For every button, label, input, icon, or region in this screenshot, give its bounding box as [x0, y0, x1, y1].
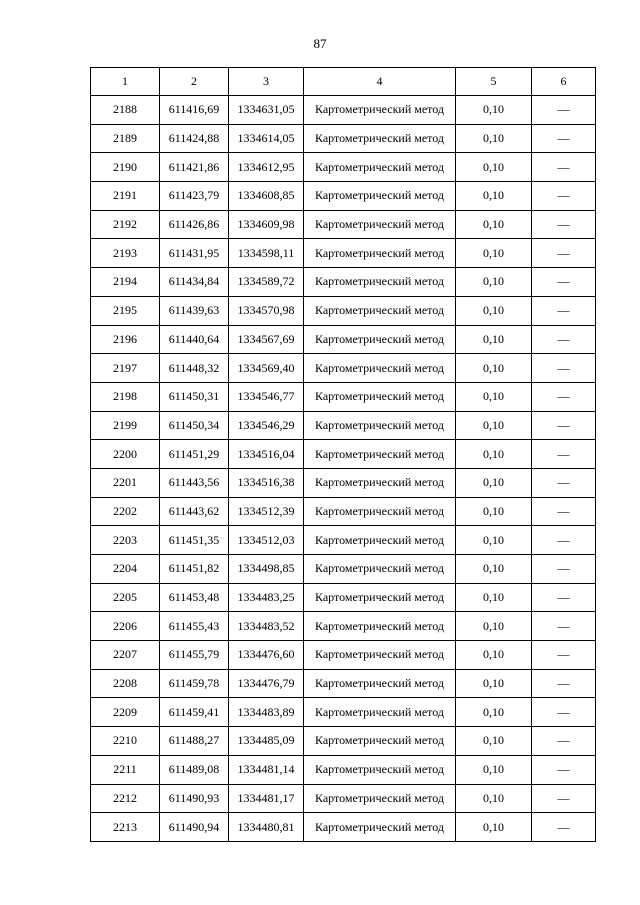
accuracy-cell: 0,10 — [456, 784, 532, 813]
x-coordinate-cell: 611434,84 — [160, 268, 229, 297]
table-row — [91, 96, 596, 125]
point-number-cell: 2190 — [91, 153, 160, 182]
point-number-cell: 2191 — [91, 182, 160, 211]
y-coordinate-cell: 1334476,79 — [229, 669, 304, 698]
method-cell: Картометрический метод — [304, 669, 456, 698]
note-cell: — — [532, 153, 596, 182]
method-cell: Картометрический метод — [304, 411, 456, 440]
point-number-cell: 2207 — [91, 641, 160, 670]
table-row — [91, 153, 596, 182]
x-coordinate-cell: 611488,27 — [160, 727, 229, 756]
method-cell: Картометрический метод — [304, 755, 456, 784]
note-cell: — — [532, 182, 596, 211]
y-coordinate-cell: 1334483,52 — [229, 612, 304, 641]
point-number-cell: 2213 — [91, 813, 160, 842]
x-coordinate-cell: 611416,69 — [160, 96, 229, 125]
y-coordinate-cell: 1334483,89 — [229, 698, 304, 727]
x-coordinate-cell: 611453,48 — [160, 583, 229, 612]
accuracy-cell: 0,10 — [456, 411, 532, 440]
note-cell: — — [532, 239, 596, 268]
table-row — [91, 583, 596, 612]
table-row — [91, 612, 596, 641]
note-cell: — — [532, 440, 596, 469]
x-coordinate-cell: 611443,62 — [160, 497, 229, 526]
accuracy-cell: 0,10 — [456, 755, 532, 784]
accuracy-cell: 0,10 — [456, 698, 532, 727]
x-coordinate-cell: 611490,94 — [160, 813, 229, 842]
y-coordinate-cell: 1334512,39 — [229, 497, 304, 526]
table-row — [91, 555, 596, 584]
note-cell: — — [532, 382, 596, 411]
table-row — [91, 325, 596, 354]
x-coordinate-cell: 611421,86 — [160, 153, 229, 182]
header-cell-3: 3 — [229, 68, 304, 96]
y-coordinate-cell: 1334481,17 — [229, 784, 304, 813]
table-row — [91, 497, 596, 526]
accuracy-cell: 0,10 — [456, 124, 532, 153]
table-row — [91, 669, 596, 698]
point-number-cell: 2204 — [91, 555, 160, 584]
y-coordinate-cell: 1334498,85 — [229, 555, 304, 584]
method-cell: Картометрический метод — [304, 268, 456, 297]
x-coordinate-cell: 611448,32 — [160, 354, 229, 383]
point-number-cell: 2195 — [91, 296, 160, 325]
method-cell: Картометрический метод — [304, 382, 456, 411]
note-cell: — — [532, 583, 596, 612]
method-cell: Картометрический метод — [304, 96, 456, 125]
method-cell: Картометрический метод — [304, 239, 456, 268]
x-coordinate-cell: 611440,64 — [160, 325, 229, 354]
method-cell: Картометрический метод — [304, 124, 456, 153]
table-header — [91, 68, 596, 96]
note-cell: — — [532, 641, 596, 670]
accuracy-cell: 0,10 — [456, 382, 532, 411]
table-row — [91, 727, 596, 756]
table-row — [91, 411, 596, 440]
accuracy-cell: 0,10 — [456, 497, 532, 526]
table-row — [91, 210, 596, 239]
accuracy-cell: 0,10 — [456, 440, 532, 469]
method-cell: Картометрический метод — [304, 153, 456, 182]
note-cell: — — [532, 325, 596, 354]
y-coordinate-cell: 1334512,03 — [229, 526, 304, 555]
table-row — [91, 755, 596, 784]
method-cell: Картометрический метод — [304, 641, 456, 670]
accuracy-cell: 0,10 — [456, 612, 532, 641]
note-cell: — — [532, 555, 596, 584]
method-cell: Картометрический метод — [304, 325, 456, 354]
y-coordinate-cell: 1334567,69 — [229, 325, 304, 354]
note-cell: — — [532, 468, 596, 497]
accuracy-cell: 0,10 — [456, 153, 532, 182]
point-number-cell: 2200 — [91, 440, 160, 469]
accuracy-cell: 0,10 — [456, 210, 532, 239]
table-row — [91, 354, 596, 383]
y-coordinate-cell: 1334481,14 — [229, 755, 304, 784]
note-cell: — — [532, 612, 596, 641]
accuracy-cell: 0,10 — [456, 96, 532, 125]
note-cell: — — [532, 698, 596, 727]
note-cell: — — [532, 411, 596, 440]
y-coordinate-cell: 1334476,60 — [229, 641, 304, 670]
accuracy-cell: 0,10 — [456, 182, 532, 211]
y-coordinate-cell: 1334546,29 — [229, 411, 304, 440]
table-row — [91, 296, 596, 325]
x-coordinate-cell: 611455,43 — [160, 612, 229, 641]
y-coordinate-cell: 1334614,05 — [229, 124, 304, 153]
header-cell-6: 6 — [532, 68, 596, 96]
table-row — [91, 641, 596, 670]
method-cell: Картометрический метод — [304, 813, 456, 842]
note-cell: — — [532, 210, 596, 239]
y-coordinate-cell: 1334589,72 — [229, 268, 304, 297]
note-cell: — — [532, 96, 596, 125]
accuracy-cell: 0,10 — [456, 727, 532, 756]
note-cell: — — [532, 669, 596, 698]
table-row — [91, 268, 596, 297]
point-number-cell: 2202 — [91, 497, 160, 526]
header-cell-2: 2 — [160, 68, 229, 96]
method-cell: Картометрический метод — [304, 296, 456, 325]
accuracy-cell: 0,10 — [456, 325, 532, 354]
coordinates-table — [90, 67, 596, 842]
point-number-cell: 2211 — [91, 755, 160, 784]
y-coordinate-cell: 1334608,85 — [229, 182, 304, 211]
table-row — [91, 698, 596, 727]
accuracy-cell: 0,10 — [456, 583, 532, 612]
point-number-cell: 2209 — [91, 698, 160, 727]
x-coordinate-cell: 611490,93 — [160, 784, 229, 813]
table-row — [91, 784, 596, 813]
method-cell: Картометрический метод — [304, 468, 456, 497]
method-cell: Картометрический метод — [304, 784, 456, 813]
point-number-cell: 2193 — [91, 239, 160, 268]
note-cell: — — [532, 526, 596, 555]
method-cell: Картометрический метод — [304, 182, 456, 211]
accuracy-cell: 0,10 — [456, 354, 532, 383]
x-coordinate-cell: 611443,56 — [160, 468, 229, 497]
method-cell: Картометрический метод — [304, 354, 456, 383]
y-coordinate-cell: 1334546,77 — [229, 382, 304, 411]
point-number-cell: 2212 — [91, 784, 160, 813]
accuracy-cell: 0,10 — [456, 296, 532, 325]
table-row — [91, 239, 596, 268]
note-cell: — — [532, 268, 596, 297]
point-number-cell: 2188 — [91, 96, 160, 125]
point-number-cell: 2203 — [91, 526, 160, 555]
method-cell: Картометрический метод — [304, 555, 456, 584]
y-coordinate-cell: 1334480,81 — [229, 813, 304, 842]
y-coordinate-cell: 1334609,98 — [229, 210, 304, 239]
y-coordinate-cell: 1334631,05 — [229, 96, 304, 125]
table-body — [91, 96, 596, 842]
note-cell: — — [532, 497, 596, 526]
y-coordinate-cell: 1334569,40 — [229, 354, 304, 383]
accuracy-cell: 0,10 — [456, 239, 532, 268]
table-row — [91, 440, 596, 469]
table-row — [91, 182, 596, 211]
method-cell: Картометрический метод — [304, 727, 456, 756]
x-coordinate-cell: 611450,34 — [160, 411, 229, 440]
y-coordinate-cell: 1334483,25 — [229, 583, 304, 612]
note-cell: — — [532, 755, 596, 784]
method-cell: Картометрический метод — [304, 210, 456, 239]
y-coordinate-cell: 1334485,09 — [229, 727, 304, 756]
header-row — [91, 68, 596, 96]
accuracy-cell: 0,10 — [456, 526, 532, 555]
point-number-cell: 2194 — [91, 268, 160, 297]
table-row — [91, 124, 596, 153]
note-cell: — — [532, 813, 596, 842]
point-number-cell: 2201 — [91, 468, 160, 497]
point-number-cell: 2189 — [91, 124, 160, 153]
y-coordinate-cell: 1334516,04 — [229, 440, 304, 469]
point-number-cell: 2208 — [91, 669, 160, 698]
point-number-cell: 2196 — [91, 325, 160, 354]
x-coordinate-cell: 611451,82 — [160, 555, 229, 584]
method-cell: Картометрический метод — [304, 583, 456, 612]
table-row — [91, 526, 596, 555]
y-coordinate-cell: 1334516,38 — [229, 468, 304, 497]
note-cell: — — [532, 124, 596, 153]
point-number-cell: 2206 — [91, 612, 160, 641]
accuracy-cell: 0,10 — [456, 555, 532, 584]
method-cell: Картометрический метод — [304, 612, 456, 641]
x-coordinate-cell: 611426,86 — [160, 210, 229, 239]
method-cell: Картометрический метод — [304, 497, 456, 526]
x-coordinate-cell: 611455,79 — [160, 641, 229, 670]
header-cell-4: 4 — [304, 68, 456, 96]
header-cell-1: 1 — [91, 68, 160, 96]
method-cell: Картометрический метод — [304, 440, 456, 469]
method-cell: Картометрический метод — [304, 526, 456, 555]
table-row — [91, 813, 596, 842]
x-coordinate-cell: 611451,29 — [160, 440, 229, 469]
y-coordinate-cell: 1334612,95 — [229, 153, 304, 182]
x-coordinate-cell: 611459,78 — [160, 669, 229, 698]
note-cell: — — [532, 727, 596, 756]
method-cell: Картометрический метод — [304, 698, 456, 727]
page-number: 87 — [313, 36, 327, 51]
x-coordinate-cell: 611489,08 — [160, 755, 229, 784]
x-coordinate-cell: 611451,35 — [160, 526, 229, 555]
accuracy-cell: 0,10 — [456, 468, 532, 497]
note-cell: — — [532, 354, 596, 383]
point-number-cell: 2205 — [91, 583, 160, 612]
point-number-cell: 2192 — [91, 210, 160, 239]
header-cell-5: 5 — [456, 68, 532, 96]
x-coordinate-cell: 611424,88 — [160, 124, 229, 153]
x-coordinate-cell: 611439,63 — [160, 296, 229, 325]
accuracy-cell: 0,10 — [456, 268, 532, 297]
table-row — [91, 382, 596, 411]
accuracy-cell: 0,10 — [456, 669, 532, 698]
point-number-cell: 2199 — [91, 411, 160, 440]
point-number-cell: 2197 — [91, 354, 160, 383]
y-coordinate-cell: 1334598,11 — [229, 239, 304, 268]
accuracy-cell: 0,10 — [456, 641, 532, 670]
x-coordinate-cell: 611450,31 — [160, 382, 229, 411]
x-coordinate-cell: 611459,41 — [160, 698, 229, 727]
point-number-cell: 2198 — [91, 382, 160, 411]
note-cell: — — [532, 296, 596, 325]
note-cell: — — [532, 784, 596, 813]
table-row — [91, 468, 596, 497]
x-coordinate-cell: 611431,95 — [160, 239, 229, 268]
accuracy-cell: 0,10 — [456, 813, 532, 842]
y-coordinate-cell: 1334570,98 — [229, 296, 304, 325]
x-coordinate-cell: 611423,79 — [160, 182, 229, 211]
point-number-cell: 2210 — [91, 727, 160, 756]
